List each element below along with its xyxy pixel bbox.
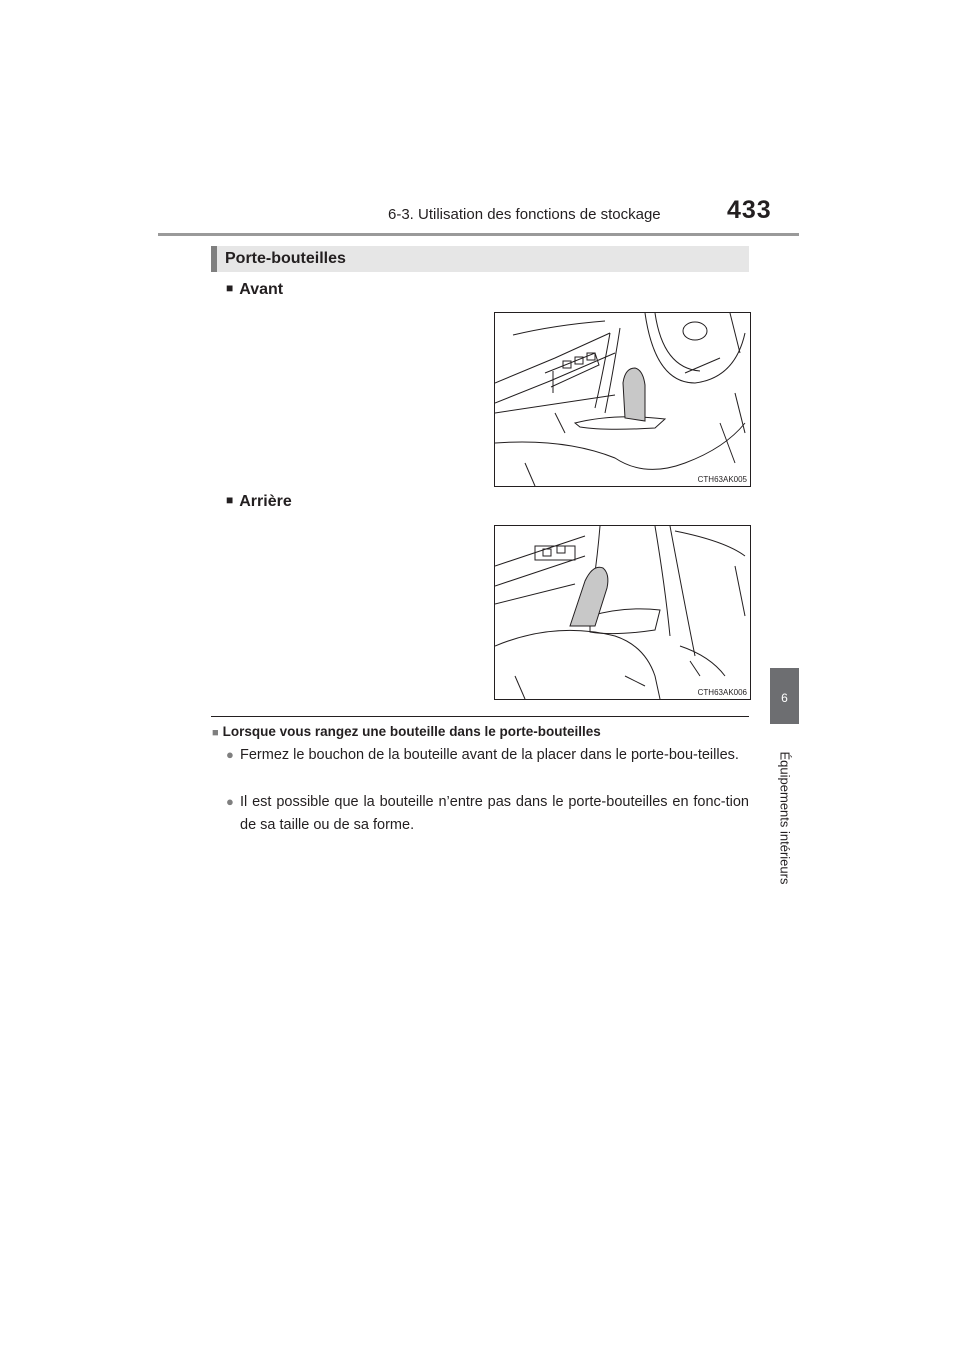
rear-bottle-holder-illustration: [495, 526, 750, 699]
subsection-heading-rear: [226, 493, 292, 511]
subsection-title-rear: Arrière: [239, 493, 292, 510]
figure-code-rear: CTH63AK006: [697, 688, 747, 697]
section-banner-bar: [211, 246, 217, 272]
circle-bullet-icon: ●: [226, 747, 234, 762]
chapter-label: Équipements intérieurs: [777, 751, 792, 885]
figure-front-bottle-holder: [494, 312, 751, 487]
header-rule: [158, 233, 799, 236]
header-title: 6-3. Utilisation des fonctions de stockage: [388, 206, 661, 223]
note-bullet: [226, 743, 749, 767]
page-number: 433: [727, 196, 772, 224]
square-bullet-icon: ■: [226, 493, 234, 507]
square-bullet-icon: ■: [226, 281, 234, 295]
front-bottle-holder-illustration: [495, 313, 750, 486]
note-divider: [211, 716, 749, 717]
note-heading: [212, 724, 601, 739]
note-bullet-text: Il est possible que la bouteille n’entre pas dans le porte-bouteilles en fonc-tion de sa taille ou de sa forme.: [240, 794, 749, 833]
note-bullet: [226, 790, 749, 837]
note-bullet-text: Fermez le bouchon de la bouteille avant de la placer dans le porte-bou-teilles.: [240, 747, 739, 763]
section-title: Porte-bouteilles: [225, 250, 346, 267]
square-bullet-icon: ■: [212, 727, 219, 739]
subsection-heading-front: [226, 281, 283, 299]
circle-bullet-icon: ●: [226, 794, 234, 809]
chapter-tab[interactable]: [770, 668, 799, 724]
note-title: Lorsque vous rangez une bouteille dans le porte-bouteilles: [222, 724, 601, 739]
chapter-label-wrap: [770, 738, 799, 898]
figure-code-front: CTH63AK005: [697, 475, 747, 484]
subsection-title-front: Avant: [239, 281, 284, 298]
figure-rear-bottle-holder: [494, 525, 751, 700]
chapter-number: 6: [781, 691, 788, 705]
section-banner: [211, 246, 749, 272]
